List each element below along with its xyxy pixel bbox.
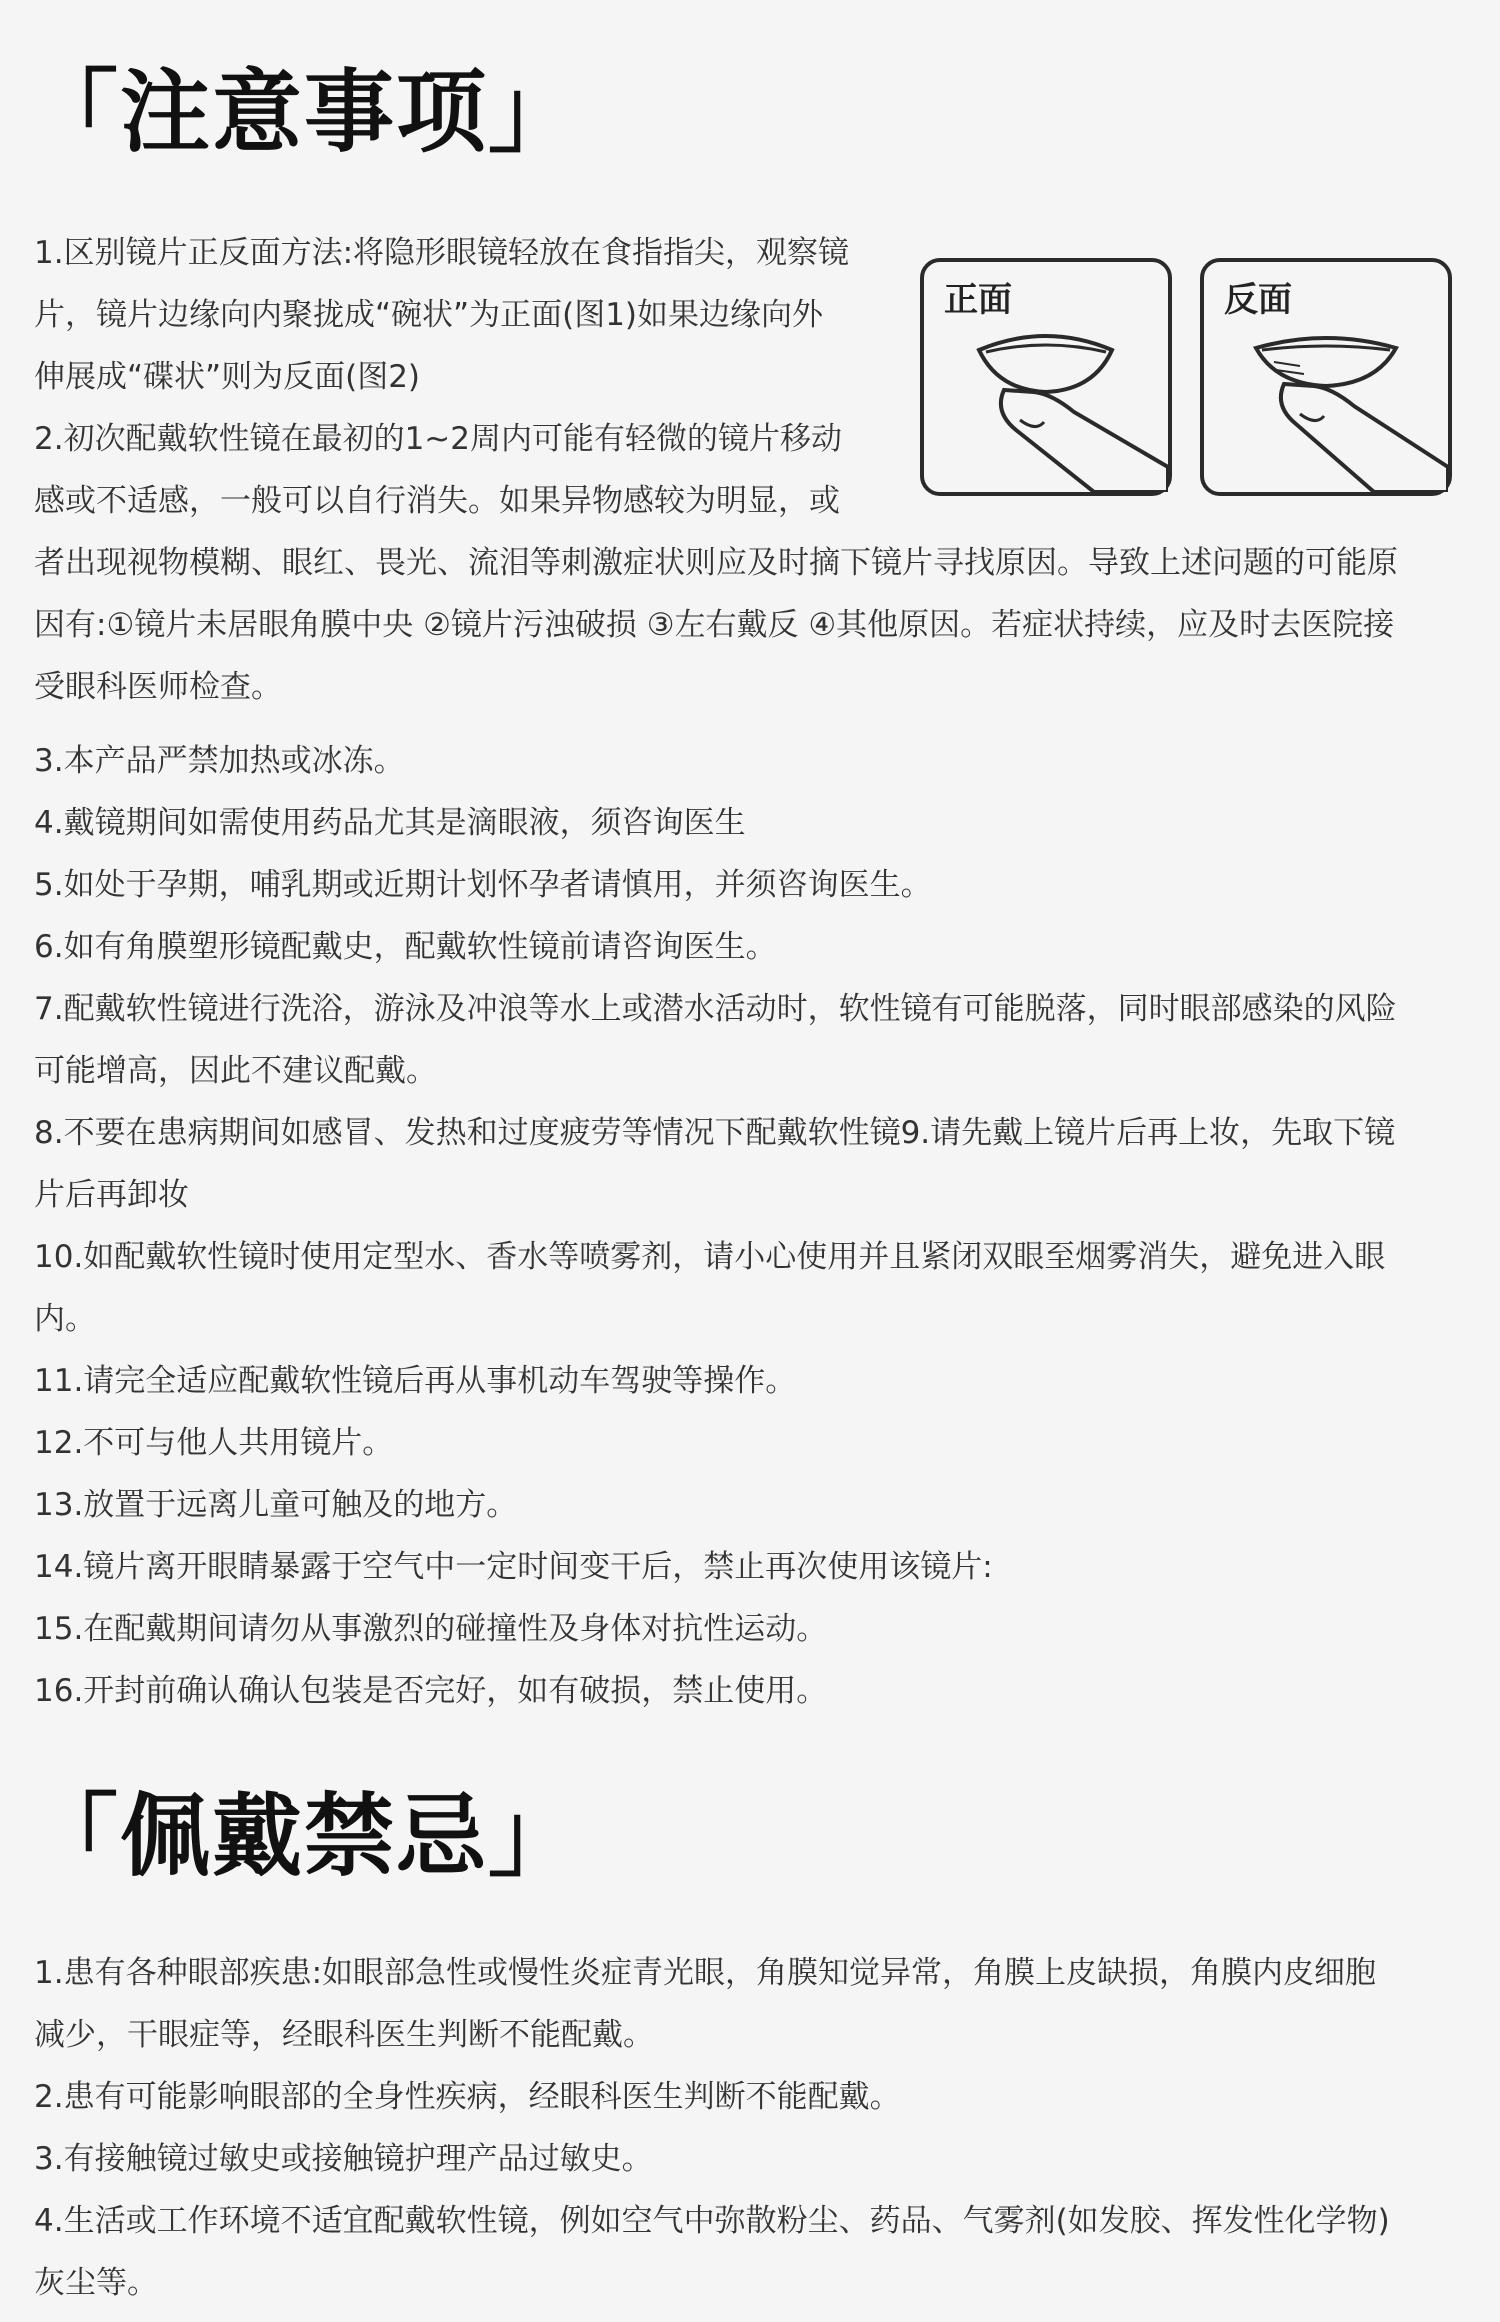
precaution-item-2-cont	[34, 532, 1474, 718]
text-line: 受眼科医师检查。	[34, 669, 282, 705]
text-line: 片，镜片边缘向内聚拢成“碗状”为正面(图1)如果边缘向外	[34, 297, 824, 333]
text-line: 2.患有可能影响眼部的全身性疾病，经眼科医生判断不能配戴。	[34, 2079, 901, 2115]
text-line: 7.配戴软性镜进行洗浴，游泳及冲浪等水上或潜水活动时，软性镜有可能脱落，同时眼部感染的风险	[34, 991, 1397, 1027]
section-title-precautions: 「注意事项」	[28, 60, 580, 165]
text-line: 6.如有角膜塑形镜配戴史，配戴软性镜前请咨询医生。	[34, 929, 777, 965]
text-line: 者出现视物模糊、眼红、畏光、流泪等刺激症状则应及时摘下镜片寻找原因。导致上述问题的可能原	[34, 545, 1398, 581]
text-line: 3.本产品严禁加热或冰冻。	[34, 743, 405, 779]
text-line: 内。	[34, 1301, 96, 1337]
figure-front-side	[920, 258, 1172, 496]
figure-back-side	[1200, 258, 1452, 496]
precaution-list	[34, 730, 1474, 1722]
text-line: 4.生活或工作环境不适宜配戴软性镜，例如空气中弥散粉尘、药品、气雾剂(如发胶、挥发性化学物)	[34, 2203, 1390, 2239]
text-line: 14.镜片离开眼睛暴露于空气中一定时间变干后，禁止再次使用该镜片:	[34, 1549, 993, 1585]
text-line: 1.患有各种眼部疾患:如眼部急性或慢性炎症青光眼，角膜知觉异常，角膜上皮缺损，角膜内皮细胞	[34, 1955, 1377, 1991]
text-line: 灰尘等。	[34, 2265, 158, 2301]
text-line: 5.如处于孕期，哺乳期或近期计划怀孕者请慎用，并须咨询医生。	[34, 867, 932, 903]
text-line: 16.开封前确认确认包装是否完好，如有破损，禁止使用。	[34, 1673, 828, 1709]
text-line: 8.不要在患病期间如感冒、发热和过度疲劳等情况下配戴软性镜9.请先戴上镜片后再上妆，先取下镜	[34, 1115, 1396, 1151]
text-line: 感或不适感，一般可以自行消失。如果异物感较为明显，或	[34, 483, 840, 519]
text-line: 12.不可与他人共用镜片。	[34, 1425, 394, 1461]
text-line: 4.戴镜期间如需使用药品尤其是滴眼液，须咨询医生	[34, 805, 746, 841]
figure-label-front: 正面	[944, 280, 1012, 320]
lens-bowl-illustration	[924, 262, 1168, 492]
text-line: 3.有接触镜过敏史或接触镜护理产品过敏史。	[34, 2141, 653, 2177]
text-line: 片后再卸妆	[34, 1177, 189, 1213]
figure-label-back: 反面	[1224, 280, 1292, 320]
text-line: 减少，干眼症等，经眼科医生判断不能配戴。	[34, 2017, 654, 2053]
text-line: 可能增高，因此不建议配戴。	[34, 1053, 437, 1089]
text-line: 15.在配戴期间请勿从事激烈的碰撞性及身体对抗性运动。	[34, 1611, 828, 1647]
text-line: 1.区别镜片正反面方法:将隐形眼镜轻放在食指指尖，观察镜	[34, 235, 850, 271]
text-line: 10.如配戴软性镜时使用定型水、香水等喷雾剂，请小心使用并且紧闭双眼至烟雾消失，避免进入眼	[34, 1239, 1386, 1275]
lens-dish-illustration	[1204, 262, 1448, 492]
text-line: 伸展成“碟状”则为反面(图2)	[34, 359, 421, 395]
text-line: 因有:①镜片未居眼角膜中央 ②镜片污浊破损 ③左右戴反 ④其他原因。若症状持续，应及时去医院接	[34, 607, 1395, 643]
text-line: 13.放置于远离儿童可触及的地方。	[34, 1487, 518, 1523]
precaution-item-1	[34, 222, 904, 532]
text-line: 2.初次配戴软性镜在最初的1~2周内可能有轻微的镜片移动	[34, 421, 842, 457]
section-title-contraindications: 「佩戴禁忌」	[28, 1784, 580, 1889]
contraindication-list	[34, 1942, 1474, 2314]
text-line: 11.请完全适应配戴软性镜后再从事机动车驾驶等操作。	[34, 1363, 797, 1399]
